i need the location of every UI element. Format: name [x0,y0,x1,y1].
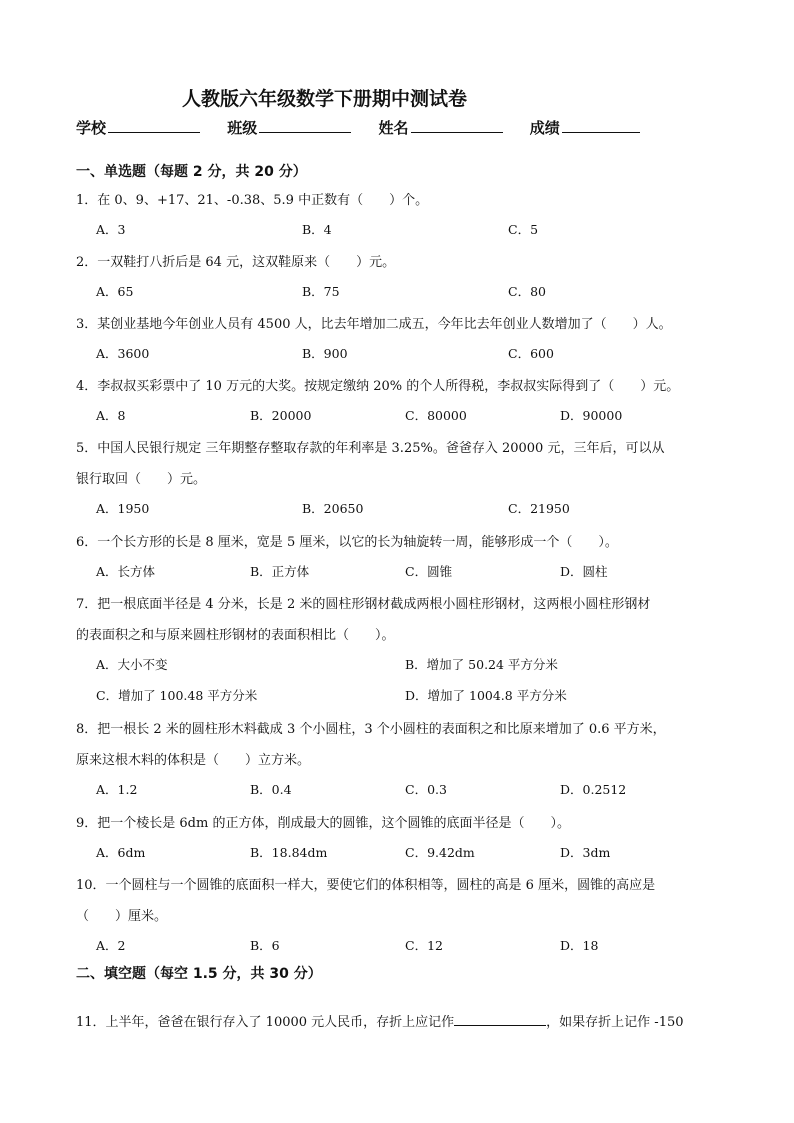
q2-option-c[interactable]: C．80 [508,284,546,299]
q4-option-b[interactable]: B．20000 [250,408,312,423]
page-title: 人教版六年级数学下册期中测试卷 [182,88,468,110]
question-3: 3．某创业基地今年创业人员有 4500 人，比去年增加二成五，今年比去年创业人数增加了（ ）人。 [76,317,672,332]
q9-option-c[interactable]: C．9.42dm [405,845,475,860]
q5-option-a[interactable]: A．1950 [96,501,150,516]
q6-option-b[interactable]: B．正方体 [250,564,310,579]
q11-answer-blank[interactable] [454,1013,546,1026]
section-heading-fill-blank: 二、填空题（每空 1.5 分，共 30 分） [76,966,322,982]
score-field[interactable]: 成绩 [530,117,640,138]
question-9: 9．把一个棱长是 6dm 的正方体，削成最大的圆锥，这个圆锥的底面半径是（ ）。 [76,816,570,831]
q1-option-b[interactable]: B．4 [302,222,332,237]
q9-option-a[interactable]: A．6dm [96,845,146,860]
question-11: 11．上半年，爸爸在银行存入了 10000 元人民币，存折上应记作 ，如果存折上记作 -150 [76,1015,684,1030]
q6-option-a[interactable]: A．长方体 [96,564,156,579]
question-1: 1．在 0、9、+17、21、-0.38、5.9 中正数有（ ）个。 [76,193,429,208]
name-field[interactable]: 姓名 [379,117,503,138]
q6-option-d[interactable]: D．圆柱 [560,564,608,579]
question-10-line-1: 10．一个圆柱与一个圆锥的底面积一样大，要使它们的体积相等，圆柱的高是 6 厘米，圆锥的高应是 [76,878,656,893]
q10-option-a[interactable]: A．2 [96,938,126,953]
question-8-line-1: 8．把一根长 2 米的圆柱形木料截成 3 个小圆柱，3 个小圆柱的表面积之和比原来增加了 0.6 平方米， [76,722,666,737]
q1-option-c[interactable]: C．5 [508,222,539,237]
q10-option-d[interactable]: D．18 [560,938,599,953]
question-7-line-2: 的表面积之和与原来圆柱形钢材的表面积相比（ ）。 [76,628,395,643]
q9-option-b[interactable]: B．18.84dm [250,845,328,860]
q2-option-b[interactable]: B．75 [302,284,340,299]
q5-option-c[interactable]: C．21950 [508,501,570,516]
q1-option-a[interactable]: A．3 [96,222,126,237]
q6-option-c[interactable]: C．圆锥 [405,564,453,579]
school-field[interactable]: 学校 [76,117,200,138]
q10-option-b[interactable]: B．6 [250,938,280,953]
q7-option-b[interactable]: B．增加了 50.24 平方分米 [405,657,558,672]
q10-option-c[interactable]: C．12 [405,938,443,953]
q5-option-b[interactable]: B．20650 [302,501,364,516]
q7-option-d[interactable]: D．增加了 1004.8 平方分米 [405,688,567,703]
q8-option-b[interactable]: B．0.4 [250,782,292,797]
question-6: 6．一个长方形的长是 8 厘米，宽是 5 厘米，以它的长为轴旋转一周，能够形成一个（ ）。 [76,535,618,550]
q2-option-a[interactable]: A．65 [96,284,134,299]
question-5-line-2: 银行取回（ ）元。 [76,472,207,487]
q7-option-c[interactable]: C．增加了 100.48 平方分米 [96,688,258,703]
question-8-line-2: 原来这根木料的体积是（ ）立方米。 [76,753,311,768]
q7-option-a[interactable]: A．大小不变 [96,657,168,672]
q8-option-a[interactable]: A．1.2 [96,782,138,797]
question-2: 2．一双鞋打八折后是 64 元，这双鞋原来（ ）元。 [76,255,396,270]
q3-option-a[interactable]: A．3600 [96,346,150,361]
section-heading-single-choice: 一、单选题（每题 2 分，共 20 分） [76,164,307,180]
student-info-line [76,117,648,138]
question-5-line-1: 5．中国人民银行规定 三年期整存整取存款的年利率是 3.25%。爸爸存入 20000 元，三年后，可以从 [76,441,665,456]
q8-option-c[interactable]: C．0.3 [405,782,447,797]
class-field[interactable]: 班级 [227,117,351,138]
q4-option-a[interactable]: A．8 [96,408,126,423]
q4-option-c[interactable]: C．80000 [405,408,467,423]
q9-option-d[interactable]: D．3dm [560,845,611,860]
question-4: 4．李叔叔买彩票中了 10 万元的大奖。按规定缴纳 20% 的个人所得税，李叔叔实际得到了（ ）元。 [76,379,680,394]
q3-option-c[interactable]: C．600 [508,346,554,361]
question-7-line-1: 7．把一根底面半径是 4 分米，长是 2 米的圆柱形钢材截成两根小圆柱形钢材，这两根小圆柱形钢材 [76,597,651,612]
question-10-line-2: （ ）厘米。 [76,909,168,924]
q3-option-b[interactable]: B．900 [302,346,348,361]
q8-option-d[interactable]: D．0.2512 [560,782,627,797]
q4-option-d[interactable]: D．90000 [560,408,623,423]
